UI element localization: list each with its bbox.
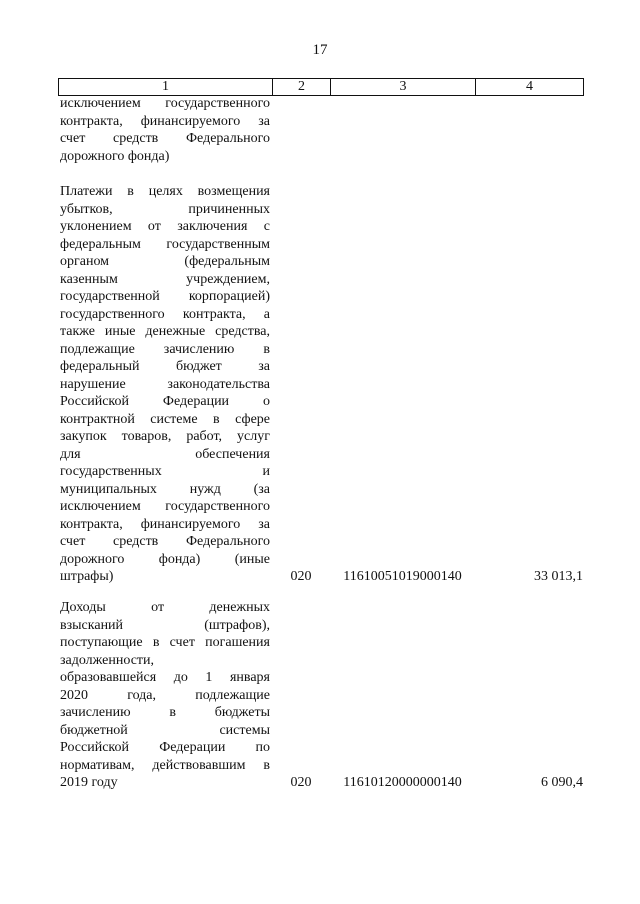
description-line: Российской Федерации по (60, 740, 270, 755)
description-line: государственной корпорацией) (60, 289, 270, 304)
description-line: образовавшейся до 1 января (60, 670, 270, 685)
description-line: закупок товаров, работ, услуг (60, 429, 270, 444)
amount-cell: 33 013,1 (534, 569, 583, 584)
description-line: контрактной системе в сфере (60, 411, 270, 427)
description-line: штрафы) (60, 569, 114, 584)
description-line: зачислению в бюджеты (60, 705, 270, 720)
description-line: муниципальных нужд (за (60, 481, 270, 497)
description-line: дорожного фонда) (60, 148, 170, 164)
description-line: убытков, причиненных (60, 201, 270, 217)
description-line: нарушение законодательства (60, 376, 270, 392)
amount-cell: 6 090,4 (541, 775, 583, 790)
description-line: счет средств Федерального (60, 131, 270, 146)
description-line: задолженности, (60, 652, 155, 668)
description-line: подлежащие зачислению в (60, 341, 270, 357)
description-line: бюджетной системы (60, 722, 270, 738)
description-line: государственного контракта, а (60, 306, 270, 322)
admin-code-cell: 020 (290, 775, 312, 790)
description-cell (60, 95, 270, 165)
description-line: также иные денежные средства, (60, 324, 270, 339)
description-line: контракта, финансируемого за (60, 113, 270, 129)
column-header-2: 2 (273, 79, 331, 95)
description-line: 2020 года, подлежащие (60, 687, 270, 703)
description-line: Доходы от денежных (60, 600, 270, 615)
description-line: исключением государственного (60, 499, 270, 514)
description-line: Российской Федерации о (60, 394, 270, 409)
description-line: исключением государственного (60, 96, 270, 111)
description-line: поступающие в счет погашения (60, 635, 270, 650)
description-line: взысканий (штрафов), (60, 617, 270, 633)
description-line: 2019 году (60, 775, 118, 790)
description-line: федеральный бюджет за (60, 359, 270, 374)
description-line: органом (федеральным (60, 254, 270, 269)
admin-code-cell: 020 (290, 569, 312, 584)
description-line: уклонением от заключения с (60, 219, 270, 234)
budget-code-cell: 11610120000000140 (343, 775, 462, 790)
description-line: федеральным государственным (60, 236, 270, 252)
column-header-4: 4 (526, 79, 533, 94)
budget-code-cell: 11610051019000140 (343, 569, 462, 584)
description-cell (60, 183, 270, 586)
column-header-3: 3 (331, 79, 476, 95)
column-header-1: 1 (59, 79, 273, 95)
description-cell (60, 599, 270, 792)
page-number: 17 (312, 42, 328, 58)
description-line: контракта, финансируемого за (60, 516, 270, 532)
description-line: Платежи в целях возмещения (60, 184, 270, 199)
description-line: счет средств Федерального (60, 534, 270, 549)
description-line: для обеспечения (60, 446, 270, 462)
description-line: дорожного фонда) (иные (60, 551, 270, 567)
description-line: государственных и (60, 464, 270, 479)
description-line: нормативам, действовавшим в (60, 757, 270, 773)
description-line: казенным учреждением, (60, 271, 270, 287)
